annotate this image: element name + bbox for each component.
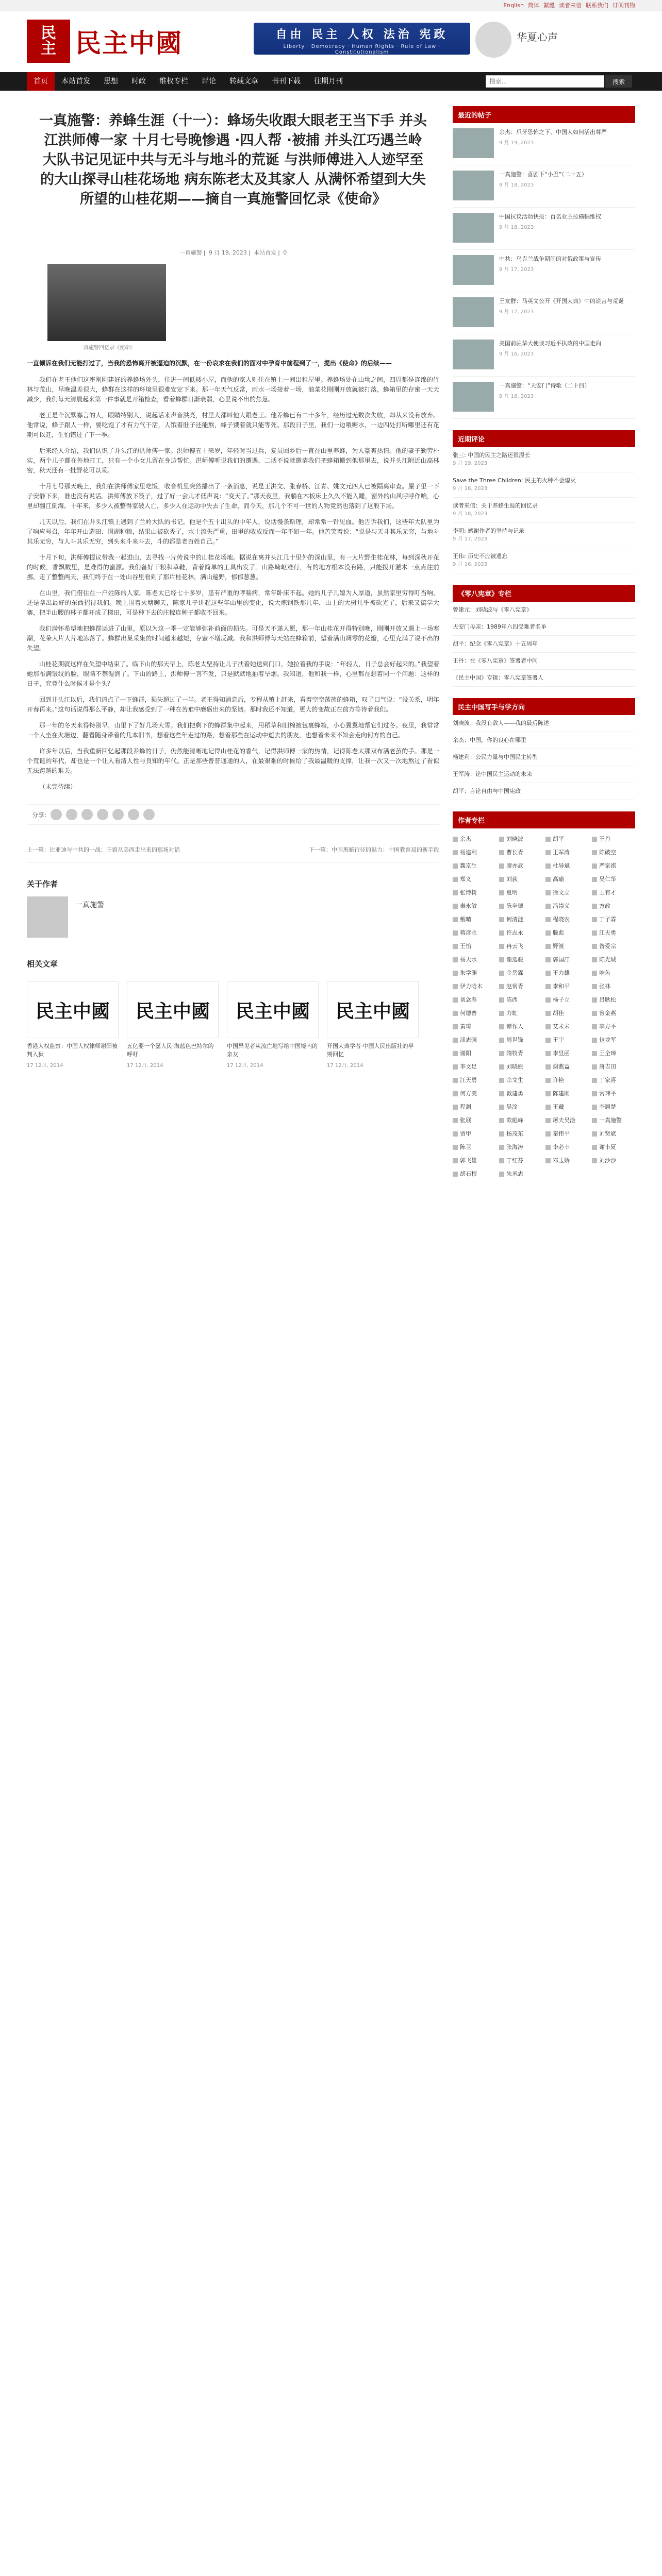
- author-box-name[interactable]: 一真施警: [75, 901, 104, 909]
- author-link[interactable]: 李文足: [453, 1061, 496, 1073]
- author-link[interactable]: 徐文立: [545, 887, 589, 899]
- featured-title[interactable]: 一真施警：喜剧下“小丑”（二十五）: [499, 171, 587, 178]
- linkedin-icon[interactable]: [97, 809, 108, 820]
- post-paragraph: 十月七号那天晚上，我们在洪师傅家里吃饭，收音机里突然播出了一条消息，说是王洪文、张春桥、江青、姚文元四人已被隔离审查。屋子里一下子安静下来，谁也没有说话。洪师傅放下筷子，过了好一会儿才低声说：“变天了。”那天夜里，我躺在木板床上久久不能入睡，窗外的山风呼呼作响，心里却翻江倒海。十年来，多少人被整得家破人亡，多少人在运动中失去了生命，而今天，那几个不可一世的人物竟然也落到了这般下场。: [27, 483, 439, 510]
- author-link[interactable]: 浦志强: [453, 1035, 496, 1046]
- author-link[interactable]: 陈建刚: [545, 1088, 589, 1099]
- author-link[interactable]: 吕耿松: [592, 994, 635, 1006]
- featured-title[interactable]: 中国抗议活动快报：百名业主拉横幅维权: [499, 213, 601, 220]
- sidebar-link[interactable]: [453, 602, 635, 619]
- related-logo: 民主中國: [335, 1000, 410, 1022]
- post-comments[interactable]: 0: [283, 249, 287, 256]
- header-banner: [254, 23, 470, 55]
- header-portrait: [475, 22, 511, 58]
- post-paragraph: 在山里，我们借住在一户姓陈的人家。陈老太已经七十多岁，患有严重的哮喘病，常年卧床不起。她的儿子儿媳为人厚道，虽然家里穷得叮当响，还是拿出最好的东西招待我们。晚上围着火塘聊天，陈家儿子讲起这些年山里的变化，说大炼钢铁那几年，山上的大树几乎被砍光了，后来又搞学大寨，把半山腰的林子都开成了梯田，可是种下去的庄稼连种子都收不回来。: [27, 589, 439, 616]
- topbar-link[interactable]: 订阅刊物: [613, 2, 635, 9]
- author-link[interactable]: 谢选骏: [499, 954, 542, 965]
- sidebar-link-date: 9 月 16, 2023: [453, 562, 488, 567]
- author-link[interactable]: 刘贤斌: [592, 1128, 635, 1140]
- author-link[interactable]: 陈西: [499, 994, 542, 1006]
- author-link[interactable]: 许志永: [499, 927, 542, 939]
- author-link[interactable]: 曹长青: [499, 847, 542, 858]
- author-link[interactable]: 李翘楚: [592, 1101, 635, 1113]
- author-link[interactable]: 谭作人: [499, 1021, 542, 1032]
- author-link[interactable]: 蒋彦永: [453, 927, 496, 939]
- main-content: [27, 106, 439, 1069]
- featured-widget: [453, 106, 635, 419]
- author-link[interactable]: 伊力哈木: [453, 981, 496, 992]
- post-paragraph: 我们在老王他们这座刚刚建好的养蜂场外头，住进一间低矮小屋，而他的家人则住在镇上一间出租屋里。养蜂场处在山坳之间，四周都是连绵的竹林与荒山，早晚温差很大，蜂群在这样的环境里很难安定下来。那一年天气反常，雨水一场接着一场，油菜花刚刚开放就被打落，蜂箱里的存蜜一天天减少，我们每天清晨起来第一件事就是开箱检查，看着蜂群日渐衰弱，心里说不出的焦急。: [27, 376, 439, 403]
- author-link[interactable]: 邓玉娇: [545, 1155, 589, 1166]
- featured-date: 9 月 17, 2023: [499, 309, 534, 315]
- author-link[interactable]: 胡佳: [545, 1008, 589, 1019]
- main-nav: [0, 72, 662, 91]
- author-link[interactable]: 杨子立: [545, 994, 589, 1006]
- featured-thumb[interactable]: [453, 340, 494, 369]
- featured-date: 9 月 18, 2023: [499, 182, 534, 188]
- related-title[interactable]: 开国大典学者·中国人民出版社的早期回忆: [327, 1043, 414, 1058]
- featured-item[interactable]: [453, 165, 635, 208]
- post-author[interactable]: 一真施警: [179, 249, 202, 256]
- nav-item[interactable]: 往期月刊: [314, 77, 343, 86]
- author-link[interactable]: 赵常青: [499, 981, 542, 992]
- print-icon[interactable]: [143, 809, 155, 820]
- author-link[interactable]: 陈破空: [592, 847, 635, 858]
- related-item[interactable]: [227, 981, 319, 1069]
- post-paragraph: 十月下旬，洪师傅提议带我一起进山，去寻找一片传说中的山桂花场地。据说在离并头江几十里外的深山里，有一大片野生桂花林，每到深秋开花的时候，香飘数里，是难得的蜜源。我们备好干粮和草鞋，背着简单的工具出发了。山路崎岖难行，有的地方根本没有路，只能拨开灌木一点点往前挪。走了整整两天，我们终于在一处山谷里看到了那片桂花林，满山遍野，郁郁葱葱。: [27, 554, 439, 581]
- author-link[interactable]: 丁家喜: [592, 1075, 635, 1086]
- author-link[interactable]: 廖亦武: [499, 860, 542, 872]
- author-link[interactable]: 吴淦: [499, 1101, 542, 1113]
- featured-thumb[interactable]: [453, 255, 494, 285]
- featured-thumb[interactable]: [453, 297, 494, 327]
- authors-widget-title: 作者专栏: [453, 811, 635, 828]
- related-date: 17 12月, 2014: [27, 1063, 63, 1069]
- sidebar-link-text[interactable]: 余杰：中国，你的良心在哪里: [453, 737, 526, 743]
- author-link[interactable]: 王宇: [545, 1035, 589, 1046]
- topbar-link[interactable]: 联系我们: [586, 2, 608, 9]
- author-link[interactable]: 夏明: [499, 887, 542, 899]
- sidebar-link[interactable]: [453, 472, 635, 498]
- author-link[interactable]: 秦伟平: [545, 1128, 589, 1140]
- author-link[interactable]: 程晓农: [545, 914, 589, 925]
- author-link[interactable]: 艾未未: [545, 1021, 589, 1032]
- nav-item[interactable]: 时政: [131, 77, 146, 86]
- author-link[interactable]: 金岳霖: [499, 968, 542, 979]
- sidebar-link-text[interactable]: 刘晓波：我没有敌人——我的最后陈述: [453, 720, 549, 726]
- sidebar-link-date: 9 月 17, 2023: [453, 536, 488, 542]
- author-link[interactable]: 郭飞雄: [453, 1155, 496, 1166]
- nav-item[interactable]: 本站首发: [61, 77, 90, 86]
- nav-item[interactable]: 首页: [27, 72, 55, 91]
- author-link[interactable]: 王力雄: [545, 968, 589, 979]
- author-link[interactable]: 程渊: [453, 1101, 496, 1113]
- featured-item[interactable]: [453, 377, 635, 419]
- author-link[interactable]: 刘念春: [453, 994, 496, 1006]
- twitter-icon[interactable]: [66, 809, 77, 820]
- author-link[interactable]: 谢燕益: [545, 1061, 589, 1073]
- author-link[interactable]: 李必丰: [545, 1142, 589, 1153]
- author-link[interactable]: 欧彪峰: [499, 1115, 542, 1126]
- sidebar-link-text[interactable]: 《民主中国》专辑：零八宪章签署人: [453, 674, 543, 681]
- author-link[interactable]: 滕彪: [545, 927, 589, 939]
- author-link[interactable]: 包龙军: [592, 1035, 635, 1046]
- featured-widget-title: 最近的帖子: [453, 106, 635, 123]
- featured-item[interactable]: [453, 334, 635, 377]
- google-plus-icon[interactable]: [81, 809, 93, 820]
- author-link[interactable]: 许艳: [545, 1075, 589, 1086]
- sidebar-link-text[interactable]: 张三: 中国的民主之路还很漫长: [453, 452, 531, 459]
- post-paragraph: （未完待续）: [39, 783, 77, 790]
- sidebar-link[interactable]: [453, 749, 635, 766]
- topbar-link[interactable]: English: [503, 2, 524, 9]
- author-box: [27, 896, 439, 943]
- featured-title[interactable]: 美国前驻华大使谈习近平执政的中国走向: [499, 340, 601, 347]
- post-paragraph: 老王是个沉默寡言的人，眼睛特别大，说起话来声音洪亮，村里人都叫他大眼老王。他养蜂已有二十多年，经历过无数次失收，却从来没有放弃。他常说，蜂子跟人一样，要吃饱了才有力气干活，人饿着肚子还能熬，蜂子饿着就只能等死。那段日子里，我们一边喂糖水，一边四处打听哪里还有花期可以赶，生怕错过了下一季。: [27, 412, 439, 438]
- featured-item[interactable]: [453, 123, 635, 165]
- next-post-link[interactable]: 下一篇：中国黑暗行径的魅力：中国教育局的新手段: [309, 846, 439, 853]
- nav-item[interactable]: 评论: [202, 77, 216, 86]
- post-title: 一真施警：养蜂生涯（十一）：蜂场失收跟大眼老王当下手 并头江洪师傅一家 十月七号晚惨遇 ·四人帮 ·被捕 并头江巧遇兰岭大队书记见证中共与无斗与地斗的荒诞 与洪师傅进入人迹罕至的大山探寻山桂花场地 病东陈老太及其家人 从满怀希望到大失所望的山桂花期——摘自一真施警回忆录《使命》: [39, 113, 427, 207]
- sidebar-link[interactable]: [453, 670, 635, 687]
- author-link[interactable]: 高瑜: [545, 874, 589, 885]
- post-photo: [47, 264, 166, 341]
- sidebar-link[interactable]: [453, 732, 635, 749]
- author-link[interactable]: 胡平: [545, 834, 589, 845]
- author-link[interactable]: 陈光诚: [592, 954, 635, 965]
- author-link[interactable]: 何清涟: [499, 914, 542, 925]
- author-link[interactable]: 严家祺: [592, 860, 635, 872]
- author-link[interactable]: 张博树: [453, 887, 496, 899]
- author-link[interactable]: 贾甲: [453, 1128, 496, 1140]
- author-link[interactable]: 何德普: [453, 1008, 496, 1019]
- sidebar-link[interactable]: [453, 715, 635, 732]
- author-link[interactable]: 杜导斌: [545, 860, 589, 872]
- related-logo: 民主中國: [35, 1000, 110, 1022]
- author-link[interactable]: 李昱函: [545, 1048, 589, 1059]
- related-date: 17 12月, 2014: [127, 1063, 163, 1069]
- post-lead: 一直倾诉在我们无能打过了，当我的恐怖离开被逼迫的沉默，在一份哀求在我们的面对中孕育中前程到了一，提出《使命》的后续——: [27, 360, 392, 367]
- author-link[interactable]: 刘晓波: [499, 834, 542, 845]
- site-logo[interactable]: [27, 21, 183, 62]
- author-link[interactable]: 谢阳: [453, 1048, 496, 1059]
- author-link[interactable]: 王怡: [453, 941, 496, 952]
- author-link[interactable]: 李方平: [592, 1021, 635, 1032]
- author-link[interactable]: 李和平: [545, 981, 589, 992]
- comments-widget-title: 近期评论: [453, 430, 635, 447]
- author-link[interactable]: 黄琦: [453, 1021, 496, 1032]
- featured-title[interactable]: 余杰：爪牙恐怖之下，中国人如何活出尊严: [499, 129, 607, 135]
- sidebar-link[interactable]: [453, 766, 635, 783]
- sidebar-link[interactable]: [453, 783, 635, 800]
- related-item[interactable]: [27, 981, 119, 1069]
- author-link[interactable]: 戴晴: [453, 914, 496, 925]
- sidebar-link-text[interactable]: 胡平：纪念《零八宪章》十五周年: [453, 640, 538, 647]
- photo-caption: 一真施警回忆录《使命》: [78, 345, 135, 351]
- topbar-link[interactable]: 繁體: [543, 2, 555, 9]
- pinterest-icon[interactable]: [112, 809, 124, 820]
- author-link[interactable]: 王藏: [545, 1101, 589, 1113]
- sidebar-link-text[interactable]: 读者来信：关于养蜂生涯的回忆录: [453, 502, 538, 509]
- facebook-icon[interactable]: [51, 809, 62, 820]
- authors-widget: [453, 811, 635, 1180]
- featured-item[interactable]: [453, 208, 635, 250]
- author-link[interactable]: 力虹: [499, 1008, 542, 1019]
- author-link[interactable]: 张海涛: [499, 1142, 542, 1153]
- author-link[interactable]: 余杰: [453, 834, 496, 845]
- about-author-heading: 关于作者: [27, 879, 58, 889]
- sidebar-link-text[interactable]: 李明: 感谢作者的坚持与记录: [453, 528, 525, 534]
- nav-item[interactable]: 转载文章: [229, 77, 258, 86]
- featured-item[interactable]: [453, 250, 635, 292]
- sidebar-link[interactable]: [453, 447, 635, 472]
- site-header: [0, 11, 662, 72]
- sidebar-link[interactable]: [453, 619, 635, 636]
- author-link[interactable]: 丁红芬: [499, 1155, 542, 1166]
- sidebar-link-text[interactable]: 王伟: 历史不应被遗忘: [453, 553, 508, 560]
- author-link[interactable]: 刘晓原: [499, 1061, 542, 1073]
- author-link[interactable]: 屠夫吴淦: [545, 1115, 589, 1126]
- related-date: 17 12月, 2014: [327, 1063, 363, 1069]
- author-link[interactable]: 冉云飞: [499, 941, 542, 952]
- topbar-link[interactable]: 读者来信: [559, 2, 582, 9]
- related-title[interactable]: 中国异见者从流亡地写给中国境内的亲友: [227, 1043, 318, 1058]
- sidebar-link[interactable]: [453, 636, 635, 653]
- banner-subtitle: Liberty · Democracy · Human Rights · Rule of Law · Constitutionalism: [283, 44, 441, 55]
- sidebar-link[interactable]: [453, 653, 635, 670]
- author-link[interactable]: 戴建勇: [499, 1088, 542, 1099]
- related-thumb[interactable]: [27, 981, 119, 1038]
- author-link[interactable]: 陈卫: [453, 1142, 496, 1153]
- author-link[interactable]: 秦永敏: [453, 901, 496, 912]
- sidebar-link[interactable]: [453, 498, 635, 523]
- author-link[interactable]: 唐吉田: [592, 1061, 635, 1073]
- author-link[interactable]: 王有才: [592, 887, 635, 899]
- post-navigation: [27, 845, 439, 863]
- featured-date: 9 月 16, 2023: [499, 351, 534, 357]
- nav-item[interactable]: 维权专栏: [159, 77, 188, 86]
- related-item[interactable]: [327, 981, 419, 1069]
- email-icon[interactable]: [128, 809, 139, 820]
- sidebar-link-text[interactable]: 胡平：言论自由与中国宪政: [453, 788, 521, 794]
- post-body: [27, 375, 439, 792]
- post-meta: 一真施警 | 9 月 19, 2023 | 本站首发 | 0: [179, 249, 287, 256]
- featured-date: 9 月 18, 2023: [499, 225, 534, 230]
- author-link[interactable]: 刘沙沙: [592, 1155, 635, 1166]
- prev-post-link[interactable]: 上一篇：比亚迪与中共的一战：王毅从美西走出来的那场对话: [27, 846, 180, 853]
- sidebar-link[interactable]: [453, 548, 635, 573]
- related-logo: 民主中國: [235, 1000, 310, 1022]
- featured-date: 9 月 17, 2023: [499, 267, 534, 273]
- author-link[interactable]: 昝爱宗: [592, 941, 635, 952]
- author-link[interactable]: 朱学渊: [453, 968, 496, 979]
- featured-thumb[interactable]: [453, 171, 494, 200]
- related-logo: 民主中國: [135, 1000, 210, 1022]
- featured-item[interactable]: [453, 292, 635, 334]
- author-link[interactable]: 曾金燕: [592, 1008, 635, 1019]
- author-link[interactable]: 杨天水: [453, 954, 496, 965]
- featured-title[interactable]: 中共：乌克兰战争期间的对俄政策与宣传: [499, 256, 601, 262]
- comments-widget: [453, 430, 635, 573]
- featured-thumb[interactable]: [453, 213, 494, 243]
- author-link[interactable]: 张展: [453, 1115, 496, 1126]
- author-link[interactable]: 丁子霖: [592, 914, 635, 925]
- related-thumb[interactable]: [327, 981, 419, 1038]
- author-link[interactable]: 张林: [592, 981, 635, 992]
- post-paragraph: 我们满怀希望地把蜂群运进了山里，原以为这一季一定能够弥补前面的损失。可是天不遂人愿，那一年山桂花开得特别晚，刚刚开放又遇上一场寒潮，花朵大片大片地冻落了。蜂群出巢采集的时间越来越短，存蜜不增反减。我和洪师傅每天站在蜂箱前，望着满山凋零的花瓣，心里充满了说不出的失望。: [27, 625, 439, 652]
- post-paragraph: 山桂花期就这样在失望中结束了。临下山的那天早上，陈老太坚持让儿子扶着她送到门口，她拉着我的手说：“年轻人，日子总会好起来的。”我望着她那布满皱纹的脸，眼睛不禁湿润了。下山的路上，洪师傅一言不发，只是默默地抽着旱烟。我知道，他和我一样，心里都在想着同一个问题：这样的日子，究竟什么时候才是个头？: [27, 660, 439, 687]
- author-link[interactable]: 刘荻: [499, 874, 542, 885]
- sidebar-link-text[interactable]: Save the Three Children: 民主的火种不会熄灭: [453, 477, 576, 484]
- topbar: [0, 0, 662, 11]
- author-link[interactable]: 方政: [592, 901, 635, 912]
- sidebar-link-text[interactable]: 王丹：在《零八宪章》签署者中间: [453, 657, 538, 664]
- nav-item[interactable]: 思想: [104, 77, 118, 86]
- post-photo-wrap: [47, 264, 166, 354]
- sidebar-link-date: 9 月 19, 2023: [453, 461, 488, 466]
- search-button[interactable]: 搜索: [605, 75, 632, 88]
- author-link[interactable]: 冯崇义: [545, 901, 589, 912]
- sidebar-link-text[interactable]: 王军涛：论中国民主运动的未来: [453, 771, 532, 777]
- author-link[interactable]: 吴仁华: [592, 874, 635, 885]
- author-link[interactable]: 江天勇: [592, 927, 635, 939]
- author-link[interactable]: 杨茂东: [499, 1128, 542, 1140]
- sidebar-link-text[interactable]: 曾建元：刘晓波与《零八宪章》: [453, 606, 532, 613]
- sidebar-link-text[interactable]: 杨建利：公民力量与中国民主转型: [453, 754, 538, 760]
- author-link[interactable]: 朱承志: [499, 1168, 542, 1180]
- author-link[interactable]: 郑义: [453, 874, 496, 885]
- author-link[interactable]: 一真施警: [592, 1115, 635, 1126]
- author-link[interactable]: 唯色: [592, 968, 635, 979]
- author-link[interactable]: 野渡: [545, 941, 589, 952]
- sidebar-link-text[interactable]: 天安门母亲：1989年六四受难者名单: [453, 623, 547, 630]
- featured-title[interactable]: 一真施警：“天安门”诗歌（二十四）: [499, 382, 590, 389]
- sidebar: [453, 106, 635, 1191]
- author-link[interactable]: 江天勇: [453, 1075, 496, 1086]
- share-label: 分享:: [32, 811, 47, 819]
- featured-date: 9 月 16, 2023: [499, 394, 534, 399]
- writers-widget-title: 民主中国写手与学方向: [453, 698, 635, 715]
- author-link[interactable]: 胡石根: [453, 1168, 496, 1180]
- author-link[interactable]: 陈奎德: [499, 901, 542, 912]
- sidebar-link-date: 9 月 18, 2023: [453, 486, 488, 492]
- banner-slogan: 自由 民主 人权 法治 宪政: [275, 28, 449, 41]
- author-link[interactable]: 常玮平: [592, 1088, 635, 1099]
- writers-widget: [453, 698, 635, 800]
- related-title[interactable]: 香港人权监察：中国人权律师谢阳被判入狱: [27, 1043, 118, 1058]
- author-link[interactable]: 谢丰夏: [592, 1142, 635, 1153]
- author-link[interactable]: 郭国汀: [545, 954, 589, 965]
- author-link[interactable]: 余文生: [499, 1075, 542, 1086]
- related-thumb[interactable]: [227, 981, 319, 1038]
- related-posts: [27, 981, 439, 1069]
- author-link[interactable]: 隋牧青: [499, 1048, 542, 1059]
- related-item[interactable]: [127, 981, 219, 1069]
- post-category[interactable]: 本站首发: [254, 249, 277, 256]
- author-link[interactable]: 王全璋: [592, 1048, 635, 1059]
- author-link[interactable]: 魏京生: [453, 860, 496, 872]
- sidebar-link-date: 9 月 18, 2023: [453, 511, 488, 517]
- post-paragraph: 许多年以后，当我重新回忆起那段养蜂的日子，仍然能清晰地记得山桂花的香气，记得洪师傅一家的热情，记得陈老太那双布满老茧的手。那是一个荒诞的年代，却也是一个让人看清人性与良知的年代。正是那些普普通通的人，在最艰难的时候给了我最温暖的支撑，让我一次又一次地熬过了看似无法跨越的难关。: [27, 748, 439, 774]
- post-paragraph: 几天以后，我们在并头江镇上遇到了兰岭大队的书记。他是个五十出头的中年人，说话慢条斯理，却常常一针见血。他告诉我们，这些年大队里为了响应号召，年年开山造田、围湖种粮，结果山被砍秃了，水土流失严重，田里的收成反而一年不如一年。他苦笑着说：“说是与天斗其乐无穷，与地斗其乐无穷，与人斗其乐无穷，到头来斗来斗去，斗的都是老百姓自己。”: [27, 518, 439, 545]
- post-paragraph: 后来经人介绍，我们认识了并头江的洪师傅一家。洪师傅五十来岁，年轻时当过兵，复员回乡后一直在山里养蜂，为人豪爽热情。他的妻子勤劳朴实，两个儿子都在外地打工，只有一个小女儿留在身边帮忙。洪师傅听说我们的遭遇，二话不说就邀请我们把蜂箱搬到他那里去，说并头江附近山高林密，秋天还有一批野花可以采。: [27, 447, 439, 474]
- featured-thumb[interactable]: [453, 128, 494, 158]
- share-bar: [27, 804, 439, 825]
- logo-mark-icon: 民 主: [27, 20, 70, 63]
- featured-title[interactable]: 王友群：马英文公开《开国大典》中的谎言与荒诞: [499, 298, 624, 304]
- related-date: 17 12月, 2014: [227, 1063, 263, 1069]
- featured-thumb[interactable]: [453, 382, 494, 412]
- post-date: 9 月 19, 2023: [208, 249, 247, 256]
- featured-date: 9 月 19, 2023: [499, 140, 534, 146]
- post-paragraph: 回到并头江以后，我们清点了一下蜂群，损失超过了一半。老王得知消息后，专程从镇上赶来，看着空空荡荡的蜂箱，叹了口气说：“没关系，明年开春再来。”这句话说得那么平静，却让我感受到了一种在苦难中磨砺出来的坚韧。那时我还不知道，更大的变故正在前方等待着我们。: [27, 696, 439, 713]
- related-thumb[interactable]: [127, 981, 219, 1038]
- header-quote: 华夏心声: [517, 31, 558, 43]
- search-input[interactable]: [486, 75, 604, 88]
- author-link[interactable]: 周世锋: [499, 1035, 542, 1046]
- author-link[interactable]: 杨建利: [453, 847, 496, 858]
- topbar-link[interactable]: 简体: [528, 2, 539, 9]
- logo-text: 民主中國: [75, 28, 183, 58]
- charter-widget-title: 《零八宪章》专栏: [453, 585, 635, 602]
- author-link[interactable]: 何方美: [453, 1088, 496, 1099]
- author-link[interactable]: 王丹: [592, 834, 635, 845]
- author-link[interactable]: 王军涛: [545, 847, 589, 858]
- related-heading: 相关文章: [27, 959, 58, 969]
- sidebar-link[interactable]: [453, 523, 635, 548]
- post-paragraph: 那一年的冬天来得特别早，山里下了好几场大雪。我们把剩下的蜂群集中起来，用稻草和旧棉被包裹蜂箱，小心翼翼地帮它们过冬。夜里，我常常一个人坐在火塘边，翻看随身带着的几本旧书，想着这些年走过的路，想着那些在运动中逝去的朋友，也想着未来不知会走向何方的自己。: [27, 722, 439, 739]
- nav-item[interactable]: 书刊下载: [272, 77, 301, 86]
- avatar: [27, 896, 68, 938]
- charter-widget: [453, 585, 635, 687]
- related-title[interactable]: 五亿婴一个愿人民·海蓝色巴特尔的呼吁: [127, 1043, 214, 1058]
